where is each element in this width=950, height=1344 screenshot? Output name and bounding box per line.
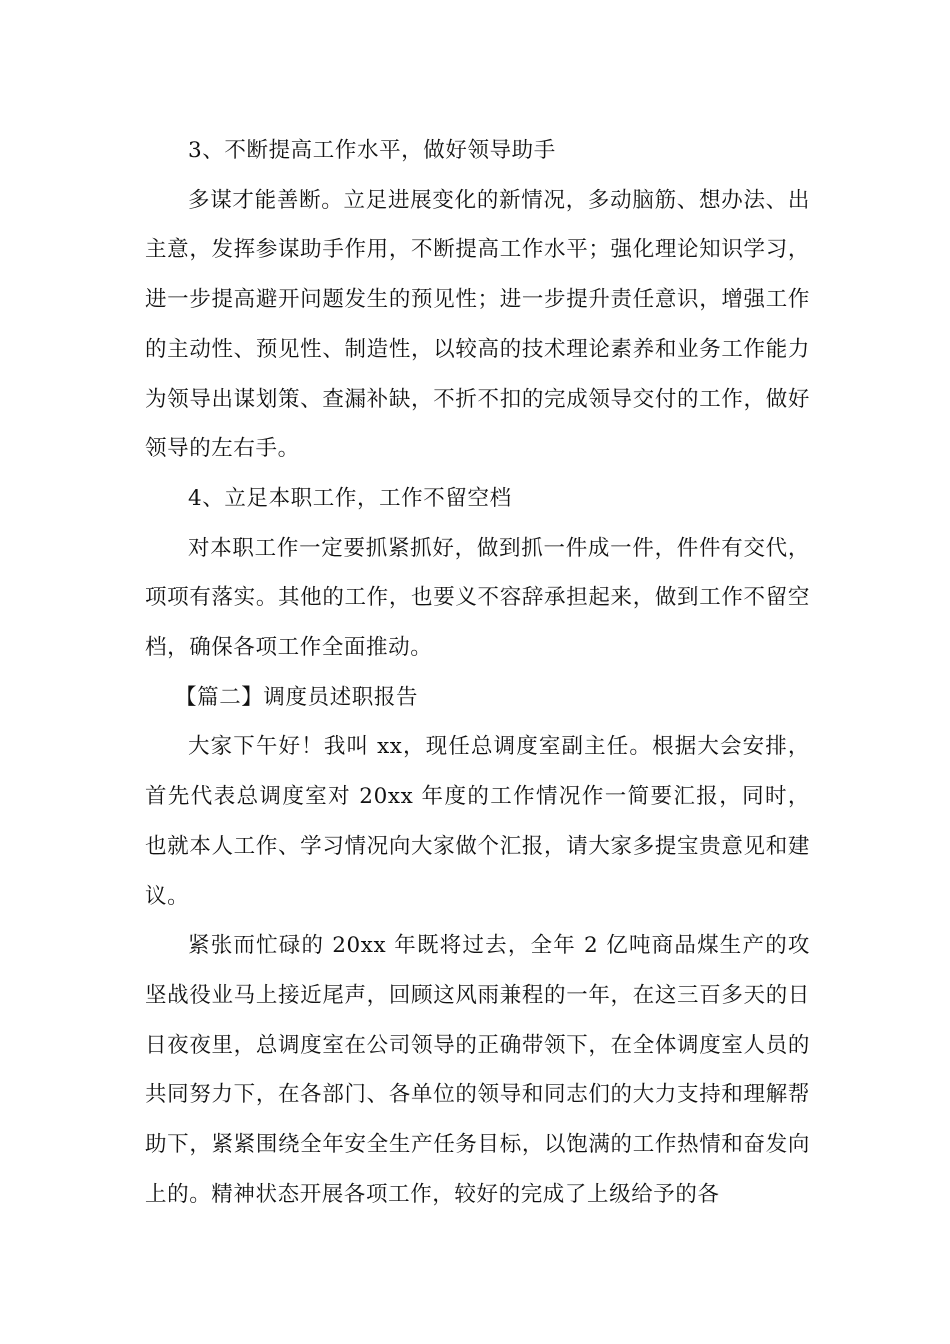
section-heading-3: 3、不断提高工作水平，做好领导助手 (188, 138, 556, 163)
paragraph-greeting: 大家下午好！我叫 xx，现任总调度室副主任。根据大会安排，首先代表总调度室对 20xx 年度的工作情况作一简要汇报，同时，也就本人工作、学习情况向大家做个汇报，请大家多提宝贵意见和建议。 (145, 734, 810, 909)
document-body (145, 126, 810, 1219)
paragraph-duty: 对本职工作一定要抓紧抓好，做到抓一件成一件，件件有交代，项项有落实。其他的工作，也要义不容辞承担起来，做到工作不留空档，确保各项工作全面推动。 (145, 535, 810, 661)
paragraph-planning: 多谋才能善断。立足进展变化的新情况，多动脑筋、想办法、出主意，发挥参谋助手作用，不断提高工作水平；强化理论知识学习，进一步提高避开问题发生的预见性；进一步提升责任意识，增强工作的主动性、预见性、制造性，以较高的技术理论素养和业务工作能力为领导出谋划策、查漏补缺，不折不扣的完成领导交付的工作，做好领导的左右手。 (145, 187, 810, 462)
paragraph-review: 紧张而忙碌的 20xx 年既将过去，全年 2 亿吨商品煤生产的攻坚战役业马上接近尾声，回顾这风雨兼程的一年，在这三百多天的日日夜夜里，总调度室在公司领导的正确带领下，在全体调度室人员的共同努力下，在各部门、各单位的领导和同志们的大力支持和理解帮助下，紧紧围绕全年安全生产任务目标，以饱满的工作热情和奋发向上的。精神状态开展各项工作，较好的完成了上级给予的各 (145, 933, 810, 1207)
part-two-title: 【篇二】调度员述职报告 (175, 684, 419, 710)
section-heading-4: 4、立足本职工作，工作不留空档 (188, 485, 512, 511)
